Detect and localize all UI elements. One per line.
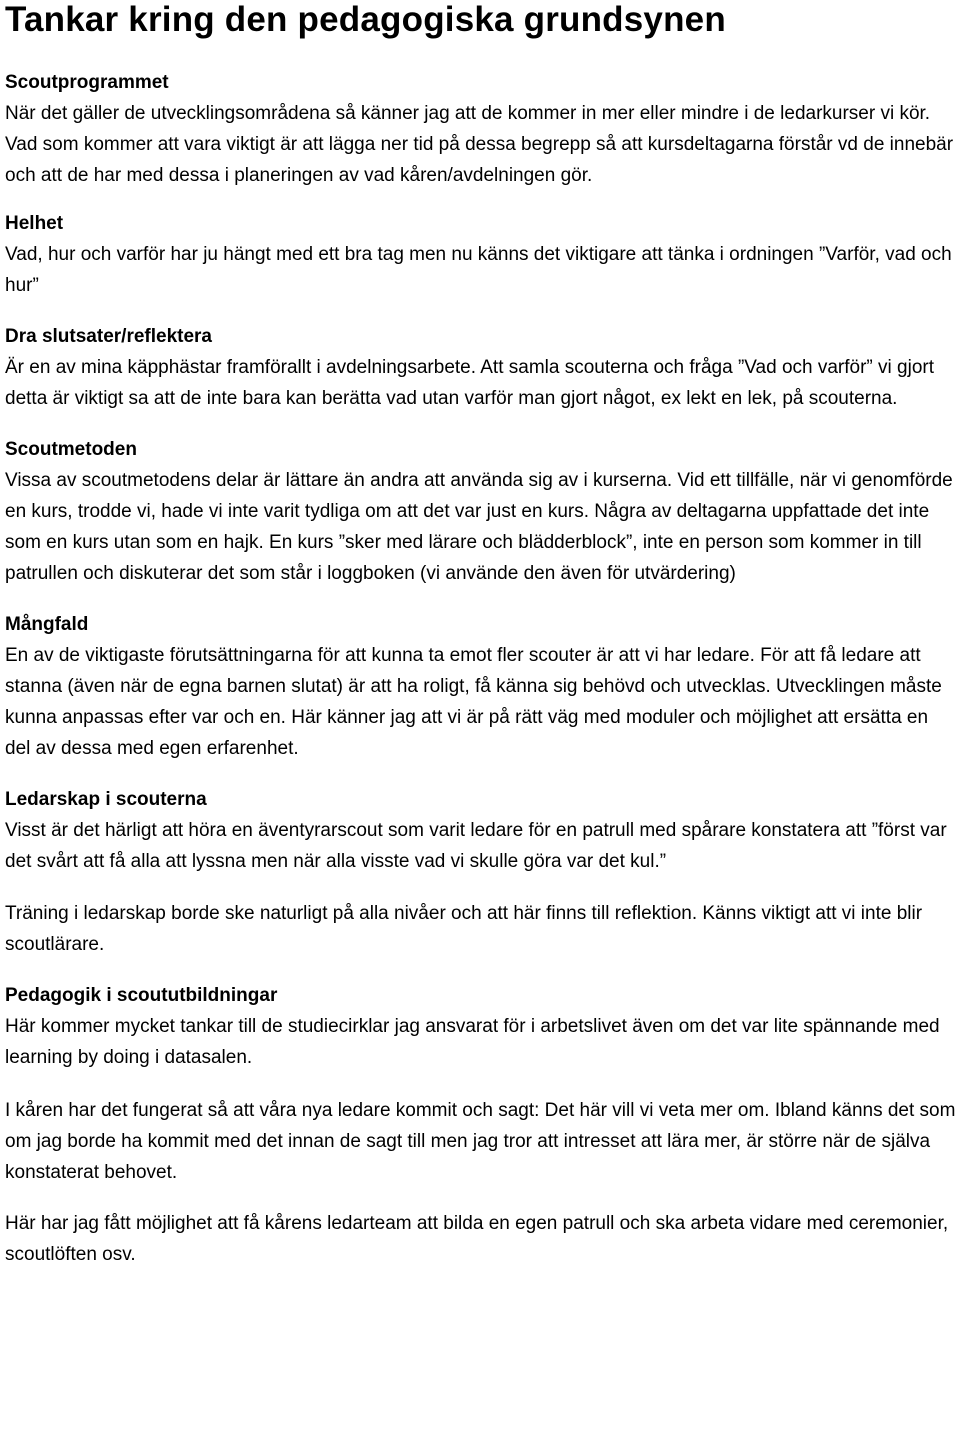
section-heading: Scoutprogrammet bbox=[5, 72, 169, 93]
section-heading: Scoutmetoden bbox=[5, 439, 137, 460]
section-mangfald bbox=[5, 609, 960, 764]
section-scoutmetoden bbox=[5, 434, 960, 589]
paragraph: I kåren har det fungerat så att våra nya ledare kommit och sagt: Det här vill vi veta mer om. Ibland känns det som om jag borde ha kommit med det innan de sagt till men jag tror att intresset att lära mer, är större när de själva konstaterat behovet. bbox=[5, 1100, 956, 1183]
section-helhet bbox=[5, 208, 960, 301]
section-dra-slutsater bbox=[5, 321, 960, 414]
section-heading: Mångfald bbox=[5, 614, 89, 635]
paragraph: Här kommer mycket tankar till de studiecirklar jag ansvarat för i arbetslivet även om det var lite spännande med learning by doing i datasalen. bbox=[5, 1016, 940, 1068]
section-heading: Pedagogik i scoututbildningar bbox=[5, 985, 278, 1006]
paragraph: När det gäller de utvecklingsområdena så känner jag att de kommer in mer eller mindre i de ledarkurser vi kör. Vad som kommer att vara viktigt är att lägga ner tid på dessa begrepp så att kursdeltagarna förstår vd de innebär och att de har med dessa i planeringen av vad kåren/avdelningen gör. bbox=[5, 103, 954, 186]
paragraph: Visst är det härligt att höra en äventyrarscout som varit ledare för en patrull med spårare konstatera att ”först var det svårt att få alla att lyssna men när alla visste vad vi skulle göra var det kul.” bbox=[5, 820, 947, 872]
page-title: Tankar kring den pedagogiska grundsynen bbox=[5, 0, 726, 39]
paragraph: Här har jag fått möjlighet att få kårens ledarteam att bilda en egen patrull och ska arbeta vidare med ceremonier, scoutlöften osv. bbox=[5, 1213, 949, 1265]
section-scoutprogrammet bbox=[5, 67, 960, 191]
paragraph: Träning i ledarskap borde ske naturligt på alla nivåer och att här finns till reflektion. Känns viktigt att vi inte blir scoutlärare. bbox=[5, 903, 923, 955]
paragraph: Vissa av scoutmetodens delar är lättare än andra att använda sig av i kurserna. Vid ett tillfälle, när vi genomförde en kurs, trodde vi, hade vi inte varit tydliga om att det var just en kurs. Några av deltagarna uppfattade det inte som en kurs utan som en hajk. En kurs ”sker med lärare och blädderblock”, inte en person som kommer in till patrullen och diskuterar det som står i loggboken (vi använde den även för utvärdering) bbox=[5, 470, 953, 584]
section-heading: Ledarskap i scouterna bbox=[5, 789, 207, 810]
section-heading: Dra slutsater/reflektera bbox=[5, 326, 212, 347]
paragraph: En av de viktigaste förutsättningarna för att kunna ta emot fler scouter är att vi har ledare. För att få ledare att stanna (även när de egna barnen slutat) är att ha roligt, få känna sig behövd och utvecklas. Utvecklingen måste kunna anpassas efter var och en. Här känner jag att vi är på rätt väg med moduler och möjlighet att ersätta en del av dessa med egen erfarenhet. bbox=[5, 645, 942, 759]
paragraph: Vad, hur och varför har ju hängt med ett bra tag men nu känns det viktigare att tänka i ordningen ”Varför, vad och hur” bbox=[5, 244, 952, 296]
section-heading: Helhet bbox=[5, 213, 64, 234]
section-pedagogik bbox=[5, 980, 960, 1270]
section-ledarskap bbox=[5, 784, 960, 960]
paragraph: Är en av mina käpphästar framförallt i avdelningsarbete. Att samla scouterna och fråga ”Vad och varför” vi gjort detta är viktigt sa att de inte bara kan berätta vad utan varför man gjort något, ex lekt en lek, på scouterna. bbox=[5, 357, 934, 409]
